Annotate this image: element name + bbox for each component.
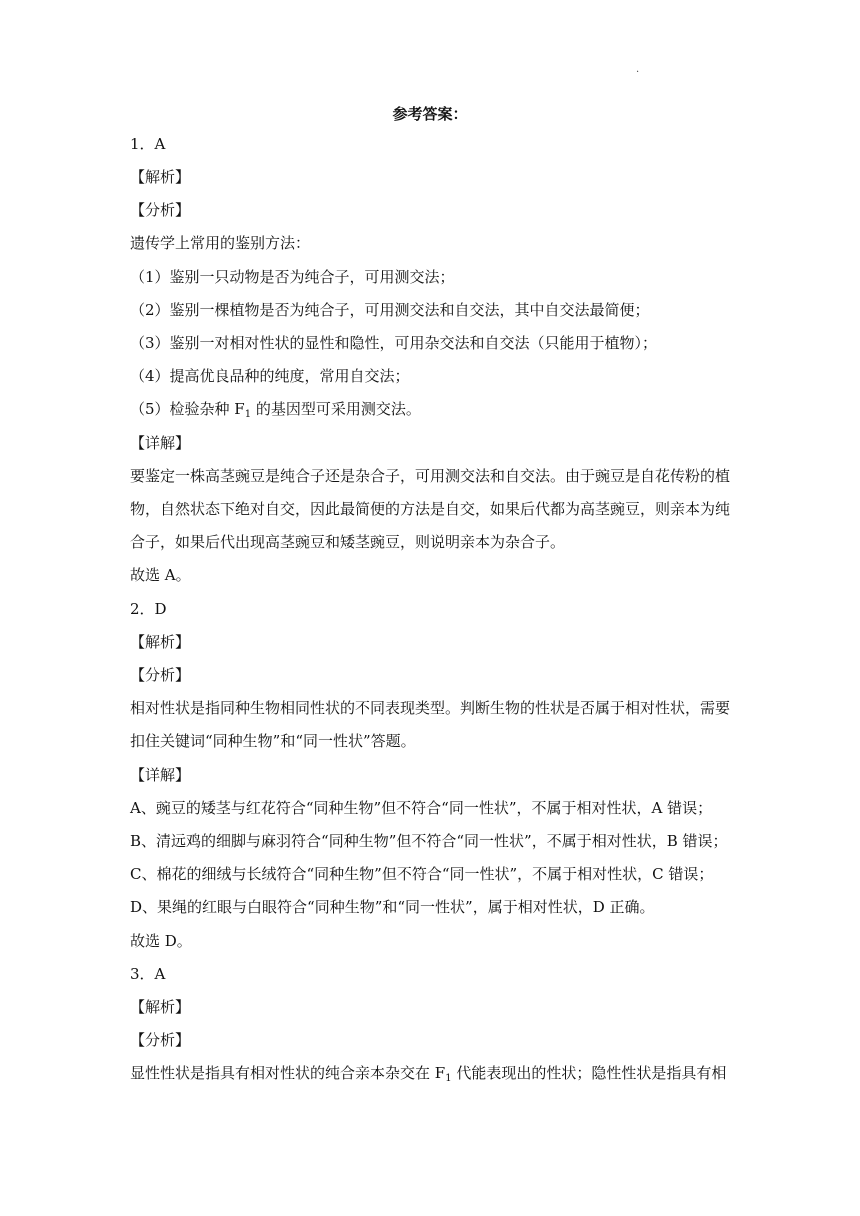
paragraph-line: （3）鉴别一对相对性状的显性和隐性，可用杂交法和自交法（只能用于植物）； [130, 334, 658, 352]
section-xiangjie: 【详解】 [130, 766, 191, 784]
text-segment: 的基因型可采用测交法。 [251, 400, 421, 418]
section-fenxi: 【分析】 [130, 1031, 191, 1049]
paragraph-line: 要鉴定一株高茎豌豆是纯合子还是杂合子，可用测交法和自交法。由于豌豆是自花传粉的植 [130, 467, 731, 485]
paragraph-line: （1）鉴别一只动物是否为纯合子，可用测交法； [130, 268, 455, 286]
text-segment: 显性性状是指具有相对性状的纯合亲本杂交在 F [130, 1064, 446, 1082]
paragraph-line: 物，自然状态下绝对自交，因此最简便的方法是自交，如果后代都为高茎豌豆，则亲本为纯 [130, 500, 731, 518]
paragraph-line: B、清远鸡的细脚与麻羽符合“同种生物”但不符合“同一性状”，不属于相对性状，B 错误； [130, 832, 728, 850]
paragraph-line: 扣住关键词“同种生物”和“同一性状”答题。 [130, 732, 416, 750]
paragraph-line: 合子，如果后代出现高茎豌豆和矮茎豌豆，则说明亲本为杂合子。 [130, 533, 566, 551]
paragraph-line: 遗传学上常用的鉴别方法： [130, 234, 311, 252]
paragraph-line: A、豌豆的矮茎与红花符合“同种生物”但不符合“同一性状”，不属于相对性状，A 错误； [130, 799, 713, 817]
paragraph-line: 故选 D。 [130, 932, 192, 950]
answer-3: 3．A [130, 965, 166, 983]
header-mark: . [636, 64, 640, 75]
text-segment: （5）检验杂种 F [130, 400, 245, 418]
answer-1: 1．A [130, 135, 166, 153]
text-segment: 代能表现出的性状；隐性性状是指具有相 [451, 1064, 727, 1082]
paragraph-line-with-subscript [130, 398, 421, 426]
paragraph-line: D、果绳的红眼与白眼符合“同种生物”和“同一性状”，属于相对性状，D 正确。 [130, 898, 655, 916]
answer-2: 2．D [130, 600, 167, 618]
section-xiangjie: 【详解】 [130, 434, 191, 452]
paragraph-line: 相对性状是指同种生物相同性状的不同表现类型。判断生物的性状是否属于相对性状，需要 [130, 699, 731, 717]
section-jiexi: 【解析】 [130, 998, 191, 1016]
paragraph-line: 故选 A。 [130, 566, 191, 584]
section-fenxi: 【分析】 [130, 201, 191, 219]
section-jiexi: 【解析】 [130, 633, 191, 651]
paragraph-line: （4）提高优良品种的纯度，常用自交法； [130, 367, 410, 385]
section-jiexi: 【解析】 [130, 168, 191, 186]
paragraph-line: （2）鉴别一棵植物是否为纯合子，可用测交法和自交法，其中自交法最简便； [130, 301, 650, 319]
section-fenxi: 【分析】 [130, 666, 191, 684]
paragraph-line-with-subscript [130, 1062, 726, 1090]
page-title: 参考答案： [392, 105, 468, 123]
subscript: 1 [445, 1073, 452, 1084]
subscript: 1 [244, 409, 252, 420]
paragraph-line: C、棉花的细绒与长绒符合“同种生物”但不符合“同一性状”，不属于相对性状，C 错误； [130, 865, 714, 883]
